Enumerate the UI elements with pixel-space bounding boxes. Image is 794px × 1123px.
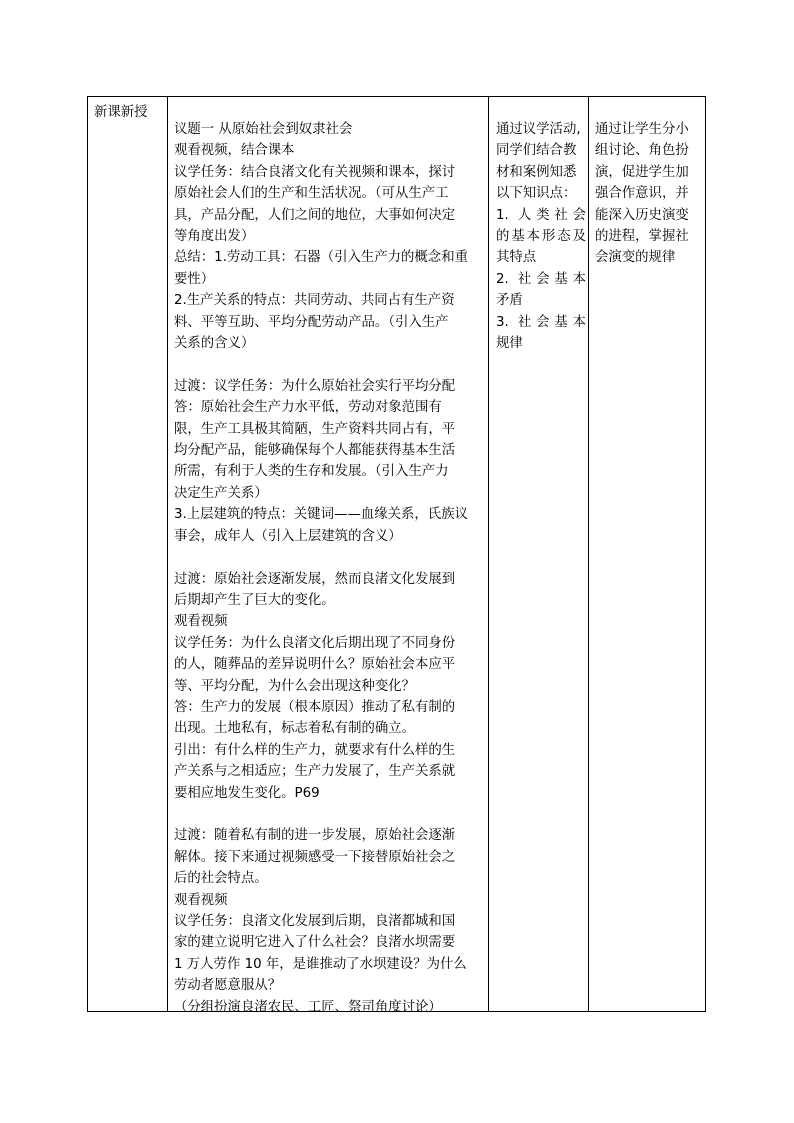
intent-line: 演，促进学生加	[595, 164, 689, 180]
intent-line: 组讨论、角色扮	[595, 143, 689, 159]
content-line: 观看视频	[174, 892, 228, 908]
content-line: 家的建立说明它进入了什么社会？良渚水坝需要	[174, 935, 456, 951]
section-label-cell	[94, 102, 166, 123]
student-activity-cell	[496, 119, 586, 354]
content-line: （分组扮演良渚农民、工匠、祭司角度讨论）	[174, 999, 442, 1015]
content-line: 观看视频	[174, 614, 228, 630]
blank-line	[174, 547, 486, 568]
student-line: 材和案例知悉	[496, 164, 577, 180]
student-line: 其特点	[496, 250, 537, 266]
student-line: 同学们结合教	[496, 143, 577, 159]
content-line: 答：原始社会生产力水平低，劳动对象范围有	[174, 400, 442, 416]
content-line: 过渡：议学任务：为什么原始社会实行平均分配	[174, 378, 456, 394]
student-line: 的基本形态及	[496, 229, 586, 245]
content-line: 后期却产生了巨大的变化。	[174, 592, 335, 608]
content-line: 等、平均分配，为什么会出现这种变化？	[174, 678, 416, 694]
content-line: 观看视频，结合课本	[174, 143, 295, 159]
student-line: 规律	[496, 336, 523, 352]
section-label: 新课新授	[94, 105, 148, 120]
content-line: 出现。土地私有，标志着私有制的确立。	[174, 721, 416, 737]
column-divider	[588, 97, 589, 1011]
content-line: 事会，成年人（引入上层建筑的含义）	[174, 528, 402, 544]
content-line: 议学任务：为什么良渚文化后期出现了不同身份	[174, 635, 456, 651]
blank-line	[174, 354, 486, 375]
content-line: 过渡：原始社会逐渐发展，然而良渚文化发展到	[174, 571, 456, 587]
student-line: 1. 人类社会	[496, 207, 586, 223]
content-line: 产关系与之相适应；生产力发展了，生产关系就	[174, 764, 456, 780]
content-line: 总结：1.劳动工具：石器（引入生产力的概念和重	[174, 250, 468, 266]
content-line: 过渡：随着私有制的进一步发展，原始社会逐渐	[174, 828, 456, 844]
student-line: 2. 社会基本	[496, 271, 586, 287]
content-line: 的人，随葬品的差异说明什么？原始社会本应平	[174, 657, 456, 673]
column-divider	[488, 97, 489, 1011]
design-intent-cell	[595, 119, 703, 269]
content-line: 议学任务：良渚文化发展到后期，良渚都城和国	[174, 913, 456, 929]
content-line: 1 万人劳作 10 年，是谁推动了水坝建设？为什么	[174, 956, 467, 972]
intent-line: 能深入历史演变	[595, 207, 689, 223]
student-line: 通过议学活动,	[496, 122, 581, 137]
content-line: 劳动者愿意服从？	[174, 978, 282, 994]
content-line: 料、平等互助、平均分配劳动产品。（引入生产	[174, 314, 449, 330]
content-line: 限，生产工具极其简陋，生产资料共同占有，平	[174, 421, 456, 437]
content-line: 解体。接下来通过视频感受一下接替原始社会之	[174, 849, 456, 865]
content-line: 引出：有什么样的生产力，就要求有什么样的生	[174, 742, 456, 758]
student-line: 矛盾	[496, 293, 523, 309]
content-line: 议学任务：结合良渚文化有关视频和课本，探讨	[174, 164, 456, 180]
column-divider	[167, 97, 168, 1011]
content-line: 所需，有利于人类的生存和发展。（引入生产力	[174, 464, 449, 480]
content-line: 决定生产关系）	[174, 485, 268, 501]
student-line: 以下知识点：	[496, 186, 577, 202]
student-line: 3. 社会基本	[496, 314, 586, 330]
intent-line: 通过让学生分小	[595, 122, 689, 137]
content-line: 2.生产关系的特点：共同劳动、共同占有生产资	[174, 293, 455, 309]
content-line: 3.上层建筑的特点：关键词——血缘关系，氏族议	[174, 507, 468, 523]
content-line: 要性）	[174, 271, 215, 287]
content-line: 要相应地发生变化。P69	[174, 785, 320, 801]
content-line: 均分配产品，能够确保每个人都能获得基本生活	[174, 443, 456, 459]
content-line: 等角度出发）	[174, 229, 255, 245]
intent-line: 的进程，掌握社	[595, 229, 689, 245]
blank-line	[174, 804, 486, 825]
content-line: 关系的含义）	[174, 336, 255, 352]
content-line: 后的社会特点。	[174, 871, 268, 887]
content-line: 议题一 从原始社会到奴隶社会	[174, 122, 353, 137]
content-line: 具，产品分配，人们之间的地位，大事如何决定	[174, 207, 456, 223]
intent-line: 会演变的规律	[595, 250, 676, 266]
content-line: 原始社会人们的生产和生活状况。（可从生产工	[174, 186, 449, 202]
lesson-table	[87, 96, 706, 1015]
content-line: 答：生产力的发展（根本原因）推动了私有制的	[174, 699, 456, 715]
intent-line: 强合作意识，并	[595, 186, 689, 202]
teaching-content-cell	[174, 119, 486, 1018]
